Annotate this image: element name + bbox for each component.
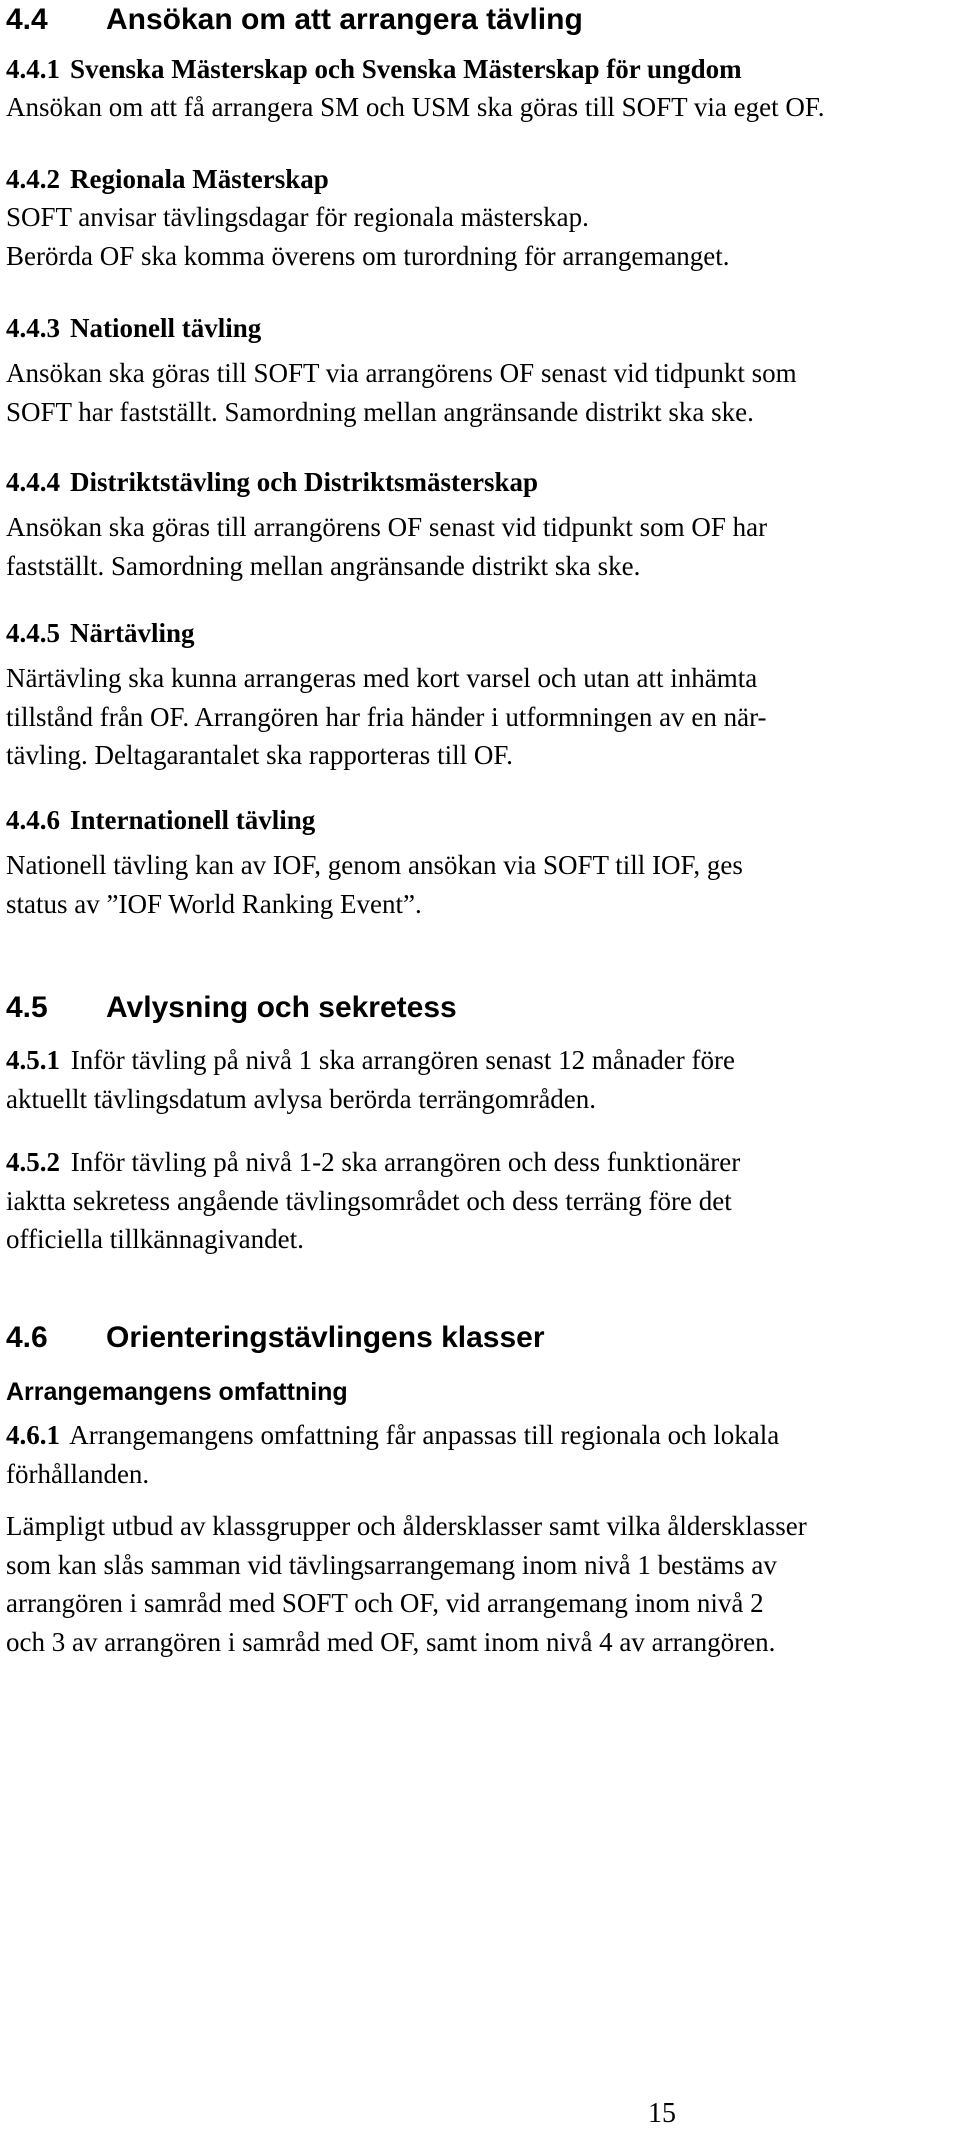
- text-line: aktuellt tävlingsdatum avlysa berörda terrängområden.: [6, 1083, 597, 1114]
- paragraph-4-4-2: [6, 198, 950, 275]
- subsection-title: Regionala Mästerskap: [70, 164, 329, 194]
- text-line: Ansökan ska göras till arrangörens OF senast vid tidpunkt som OF har: [6, 512, 768, 542]
- subsection-heading-4-4-3: [6, 309, 950, 347]
- text-line: tävling. Deltagarantalet ska rapporteras till OF.: [6, 740, 513, 770]
- text-line: officiella tillkännagivandet.: [6, 1224, 304, 1254]
- text-line: som kan slås samman vid tävlingsarrangemang inom nivå 1 bestäms av: [6, 1549, 777, 1580]
- text-line: Berörda OF ska komma överens om turordning för arrangemanget.: [6, 240, 730, 271]
- subsection-title: Närtävling: [70, 618, 195, 648]
- subsection-number: 4.4.1: [6, 54, 60, 84]
- text-line: Nationell tävling kan av IOF, genom ansökan via SOFT till IOF, ges: [6, 850, 743, 880]
- subsection-heading-4-4-4: [6, 463, 950, 501]
- paragraph-number: 4.5.1: [6, 1045, 60, 1075]
- text-line: Lämpligt utbud av klassgrupper och åldersklasser samt vilka åldersklasser: [6, 1511, 807, 1541]
- paragraph-4-4-3: [6, 354, 950, 431]
- text-line: SOFT anvisar tävlingsdagar för regionala mästerskap.: [6, 202, 589, 232]
- paragraph-number: 4.6.1: [6, 1420, 60, 1450]
- subsection-heading-4-4-6: [6, 801, 950, 839]
- text-line: fastställt. Samordning mellan angränsande distrikt ska ske.: [6, 550, 641, 581]
- paragraph-4-4-5: [6, 659, 950, 775]
- paragraph-number: 4.5.2: [6, 1147, 60, 1177]
- text-line: tillstånd från OF. Arrangören har fria händer i utformningen av en när-: [6, 701, 767, 732]
- section-number: 4.4: [6, 3, 48, 36]
- text-line: Ansökan om att få arrangera SM och USM ska göras till SOFT via eget OF.: [6, 92, 825, 122]
- text-line: status av ”IOF World Ranking Event”.: [6, 888, 422, 919]
- text-line: SOFT har fastställt. Samordning mellan angränsande distrikt ska ske.: [6, 396, 754, 427]
- subsection-number: 4.4.3: [6, 313, 60, 343]
- paragraph-first-line: Arrangemangens omfattning får anpassas till regionala och lokala: [69, 1420, 780, 1450]
- subsection-heading-4-4-1: [6, 50, 950, 88]
- text-line: [6, 1143, 950, 1182]
- subsection-title: Distriktstävling och Distriktsmästerskap: [70, 467, 539, 497]
- subsection-heading-4-4-2: [6, 160, 950, 198]
- paragraph-4-5-2: [6, 1143, 950, 1259]
- paragraph-4-4-4: [6, 508, 950, 585]
- section-number: 4.6: [6, 1321, 48, 1354]
- section-heading-4-4: [6, 2, 950, 38]
- section-number: 4.5: [6, 991, 48, 1024]
- arrangemang-heading: Arrangemangens omfattning: [6, 1378, 348, 1406]
- subsection-number: 4.4.2: [6, 164, 60, 194]
- paragraph-lampligt-utbud: [6, 1507, 950, 1661]
- subsection-number: 4.4.4: [6, 467, 60, 497]
- text-line: arrangören i samråd med SOFT och OF, vid arrangemang inom nivå 2: [6, 1588, 764, 1618]
- text-line: iaktta sekretess angående tävlingsområdet och dess terräng före det: [6, 1185, 732, 1216]
- paragraph-4-6-1: [6, 1416, 950, 1493]
- page-number: 15: [648, 2098, 676, 2129]
- text-line: Ansökan ska göras till SOFT via arrangörens OF senast vid tidpunkt som: [6, 358, 797, 388]
- text-line: Närtävling ska kunna arrangeras med kort varsel och utan att inhämta: [6, 663, 758, 693]
- paragraph-4-5-1: [6, 1041, 950, 1118]
- subsection-number: 4.4.6: [6, 805, 60, 835]
- section-heading-4-5: [6, 990, 950, 1026]
- paragraph-4-4-6: [6, 846, 950, 923]
- paragraph-first-line: Inför tävling på nivå 1-2 ska arrangören och dess funktionärer: [70, 1147, 741, 1177]
- section-title: Avlysning och sekretess: [106, 991, 457, 1024]
- text-line: och 3 av arrangören i samråd med OF, samt inom nivå 4 av arrangören.: [6, 1626, 776, 1657]
- paragraph-4-4-1: [6, 88, 950, 127]
- text-line: förhållanden.: [6, 1458, 150, 1489]
- subsection-number: 4.4.5: [6, 618, 60, 648]
- subsection-title: Internationell tävling: [70, 805, 316, 835]
- subsection-title: Svenska Mästerskap och Svenska Mästerskap för ungdom: [70, 54, 742, 84]
- subsection-title: Nationell tävling: [70, 313, 262, 343]
- subsection-heading-4-4-5: [6, 614, 950, 652]
- text-line: [6, 1041, 950, 1080]
- section-title: Ansökan om att arrangera tävling: [106, 3, 583, 36]
- paragraph-first-line: Inför tävling på nivå 1 ska arrangören senast 12 månader före: [70, 1045, 735, 1075]
- section-heading-4-6: [6, 1320, 950, 1356]
- section-title: Orienteringstävlingens klasser: [106, 1321, 545, 1354]
- text-line: [6, 1416, 950, 1455]
